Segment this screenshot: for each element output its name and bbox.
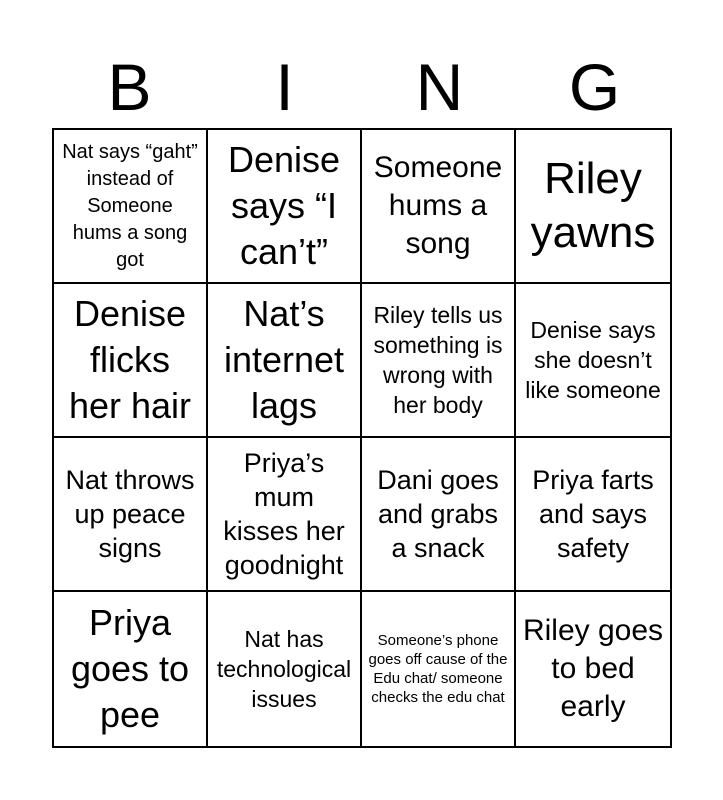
bingo-cell-15[interactable] <box>362 592 516 746</box>
header-letter-n: N <box>415 50 464 124</box>
bingo-cell-6[interactable] <box>208 284 362 438</box>
bingo-cell-5[interactable] <box>54 284 208 438</box>
cell-text: Priya farts and says safety <box>532 465 654 563</box>
bingo-cell-11[interactable] <box>362 438 516 592</box>
bingo-cell-10[interactable] <box>208 438 362 592</box>
cell-text: Denise flicks her hair <box>68 293 192 426</box>
bingo-cell-9[interactable] <box>54 438 208 592</box>
bingo-cell-14[interactable] <box>208 592 362 746</box>
cell-text: Priya goes to pee <box>70 602 190 735</box>
bingo-cell-12[interactable] <box>516 438 670 592</box>
header-letter-i: I <box>275 50 294 124</box>
bingo-cell-8[interactable] <box>516 284 670 438</box>
bingo-cell-16[interactable] <box>516 592 670 746</box>
bingo-header <box>52 52 672 122</box>
cell-text: Riley goes to bed early <box>522 614 664 723</box>
bingo-cell-7[interactable] <box>362 284 516 438</box>
cell-text: Nat’s internet lags <box>223 293 345 426</box>
bingo-cell-3[interactable] <box>362 130 516 284</box>
cell-text: Dani goes and grabs a snack <box>377 465 499 563</box>
cell-text: Nat has technological issues <box>216 626 352 712</box>
cell-text: Someone hums a song <box>373 151 503 260</box>
header-letter-g: G <box>568 50 621 124</box>
cell-text: Priya’s mum kisses her goodnight <box>223 448 345 580</box>
cell-text: Denise says “I can’t” <box>227 139 341 272</box>
cell-text: Riley yawns <box>530 154 656 257</box>
bingo-cell-13[interactable] <box>54 592 208 746</box>
bingo-cell-1[interactable] <box>54 130 208 284</box>
cell-text: Denise says she doesn’t like someone <box>525 317 661 403</box>
header-letter-b: B <box>107 50 152 124</box>
cell-text: Riley tells us something is wrong with her body <box>373 302 503 418</box>
bingo-card <box>52 128 672 748</box>
bingo-cell-2[interactable] <box>208 130 362 284</box>
cell-text: Someone’s phone goes off cause of the Edu chat/ someone checks the edu chat <box>368 632 508 706</box>
cell-text: Nat says “gaht” instead of Someone hums a song got <box>62 140 198 271</box>
cell-text: Nat throws up peace signs <box>65 465 195 563</box>
bingo-cell-4[interactable] <box>516 130 670 284</box>
